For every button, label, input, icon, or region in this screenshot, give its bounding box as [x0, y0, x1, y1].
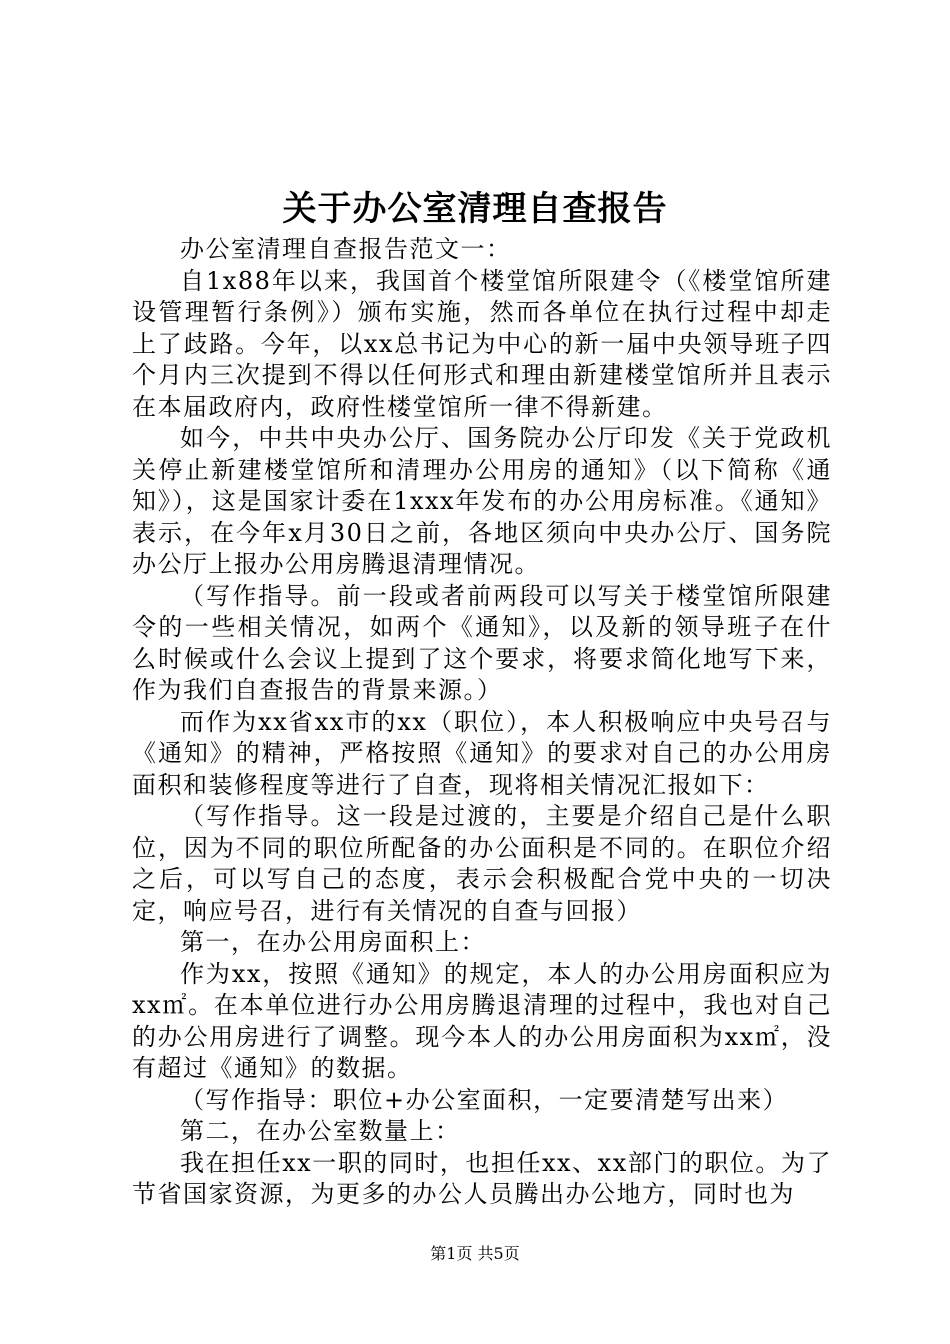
writing-guidance-paragraph: （写作指导：职位+办公室面积，一定要清楚写出来） — [180, 1085, 789, 1114]
section-heading: 第一，在办公用房面积上： — [180, 928, 486, 956]
paragraph: 自1x88年以来，我国首个楼堂馆所限建令（《楼堂馆所建设管理暂行条例》）颁布实施，然而各单位在执行过程中却走上了歧路。今年，以xx总书记为中心的新一届中央领导班子四个月内三次提到不得以任何形式和理由新建楼堂馆所并且表示在本届政府内，政府性楼堂馆所一律不得新建。 — [132, 266, 832, 421]
paragraph: 作为xx，按照《通知》的规定，本人的办公用房面积应为xx㎡。在本单位进行办公用房腾退清理的过程中，我也对自己的办公用房进行了调整。现今本人的办公用房面积为xx㎡，没有超过《通知》的数据。 — [132, 959, 832, 1082]
paragraph: 如今，中共中央办公厅、国务院办公厅印发《关于党政机关停止新建楼堂馆所和清理办公用房的通知》（以下简称《通知》），这是国家计委在1xxx年发布的办公用房标准。《通知》表示，在今年x月30日之前，各地区须向中央办公厅、国务院办公厅上报办公用房腾退清理情况。 — [132, 424, 832, 578]
paragraph: 而作为xx省xx市的xx（职位），本人积极响应中央号召与《通知》的精神，严格按照《通知》的要求对自己的办公用房面积和装修程度等进行了自查，现将相关情况汇报如下： — [132, 707, 832, 799]
writing-guidance-paragraph: （写作指导。这一段是过渡的，主要是介绍自己是什么职位，因为不同的职位所配备的办公面积是不同的。在职位介绍之后，可以写自己的态度，表示会积极配合党中央的一切决定，响应号召，进行有关情况的自查与回报） — [132, 802, 832, 925]
page-number-footer: 第1页 共5页 — [430, 1244, 520, 1263]
section-heading: 第二，在办公室数量上： — [180, 1117, 461, 1145]
paragraph: 办公室清理自查报告范文一： — [180, 235, 512, 263]
document-body — [132, 234, 832, 1211]
writing-guidance-paragraph: （写作指导。前一段或者前两段可以写关于楼堂馆所限建令的一些相关情况，如两个《通知》，以及新的领导班子在什么时候或什么会议上提到了这个要求，将要求简化地写下来，作为我们自查报告的背景来源。） — [132, 581, 832, 704]
paragraph: 我在担任xx一职的同时，也担任xx、xx部门的职位。为了节省国家资源，为更多的办公人员腾出办公地方，同时也为 — [132, 1148, 832, 1208]
document-title: 关于办公室清理自查报告 — [282, 189, 668, 229]
